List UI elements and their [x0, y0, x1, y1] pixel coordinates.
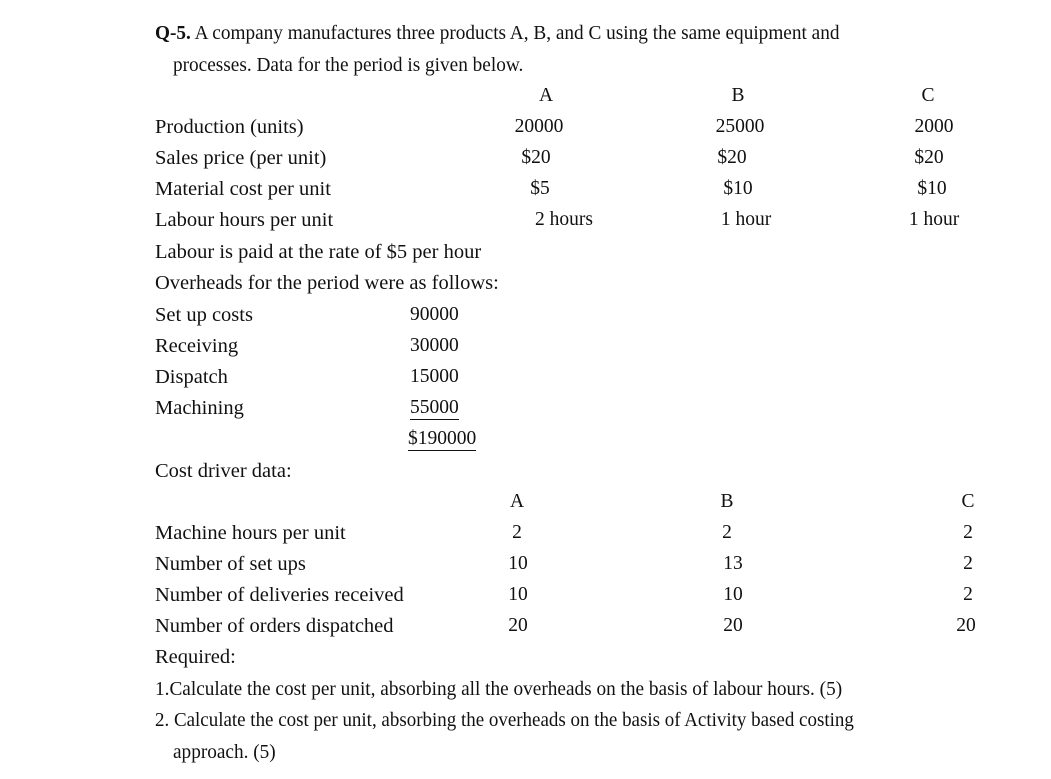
- product-header-a: A: [538, 85, 554, 106]
- cell-labour-hours-a: 2 hours: [535, 209, 593, 230]
- driver-header-a: A: [509, 491, 525, 512]
- driver-header-c: C: [961, 491, 975, 512]
- labour-rate-text: Labour is paid at the rate of $5 per hour: [155, 241, 482, 263]
- question-intro-line1: [155, 21, 839, 45]
- driver-orders-b: 20: [723, 615, 743, 636]
- overhead-label-machining: Machining: [155, 397, 244, 419]
- question-intro-text: A company manufactures three products A, B, and C using the same equipment and: [194, 22, 840, 44]
- row-label-labour-hours: Labour hours per unit: [155, 209, 334, 231]
- driver-label-orders: Number of orders dispatched: [155, 615, 394, 637]
- cell-labour-hours-b: 1 hour: [720, 209, 772, 230]
- cell-production-b: 25000: [715, 116, 765, 137]
- required-item-2-line1: 2. Calculate the cost per unit, absorbing the overheads on the basis of Activity based costing: [155, 709, 854, 731]
- required-heading: Required:: [155, 646, 236, 668]
- overhead-label-dispatch: Dispatch: [155, 366, 228, 388]
- cell-production-a: 20000: [514, 116, 564, 137]
- overhead-value-dispatch: 15000: [410, 366, 459, 387]
- overhead-value-setup: 90000: [410, 304, 459, 325]
- cell-material-cost-a: $5: [530, 178, 550, 199]
- question-intro-line2: processes. Data for the period is given below.: [173, 54, 524, 76]
- overhead-label-setup: Set up costs: [155, 304, 253, 326]
- overhead-total: $190000: [408, 428, 477, 449]
- driver-label-deliveries: Number of deliveries received: [155, 584, 404, 606]
- overheads-heading: Overheads for the period were as follows:: [155, 272, 499, 294]
- driver-machine-hours-b: 2: [722, 522, 732, 543]
- cell-labour-hours-c: 1 hour: [908, 209, 960, 230]
- cell-sales-price-c: $20: [914, 147, 944, 168]
- cell-production-c: 2000: [914, 116, 954, 137]
- cell-material-cost-c: $10: [917, 178, 947, 199]
- required-item-1: 1.Calculate the cost per unit, absorbing all the overheads on the basis of labour hours. (5): [155, 678, 843, 700]
- required-item-2-line2: approach. (5): [173, 741, 276, 763]
- row-label-production: Production (units): [155, 116, 304, 138]
- overhead-value-machining: 55000: [410, 397, 459, 418]
- overhead-value-receiving: 30000: [410, 335, 459, 356]
- driver-label-machine-hours: Machine hours per unit: [155, 522, 346, 544]
- cell-sales-price-b: $20: [717, 147, 747, 168]
- driver-header-b: B: [720, 491, 734, 512]
- driver-set-ups-b: 13: [723, 553, 743, 574]
- cell-sales-price-a: $20: [521, 147, 551, 168]
- cell-material-cost-b: $10: [723, 178, 753, 199]
- row-label-sales-price: Sales price (per unit): [155, 147, 327, 169]
- driver-deliveries-a: 10: [508, 584, 528, 605]
- overhead-label-receiving: Receiving: [155, 335, 239, 357]
- product-header-c: C: [921, 85, 935, 106]
- driver-set-ups-a: 10: [508, 553, 528, 574]
- row-label-material-cost: Material cost per unit: [155, 178, 331, 200]
- driver-deliveries-b: 10: [723, 584, 743, 605]
- driver-set-ups-c: 2: [963, 553, 973, 574]
- product-header-b: B: [731, 85, 745, 106]
- question-number: Q-5.: [155, 22, 191, 44]
- cost-driver-heading: Cost driver data:: [155, 460, 292, 482]
- driver-machine-hours-c: 2: [963, 522, 973, 543]
- driver-orders-c: 20: [956, 615, 976, 636]
- driver-label-set-ups: Number of set ups: [155, 553, 306, 575]
- driver-deliveries-c: 2: [963, 584, 973, 605]
- driver-orders-a: 20: [508, 615, 528, 636]
- driver-machine-hours-a: 2: [512, 522, 522, 543]
